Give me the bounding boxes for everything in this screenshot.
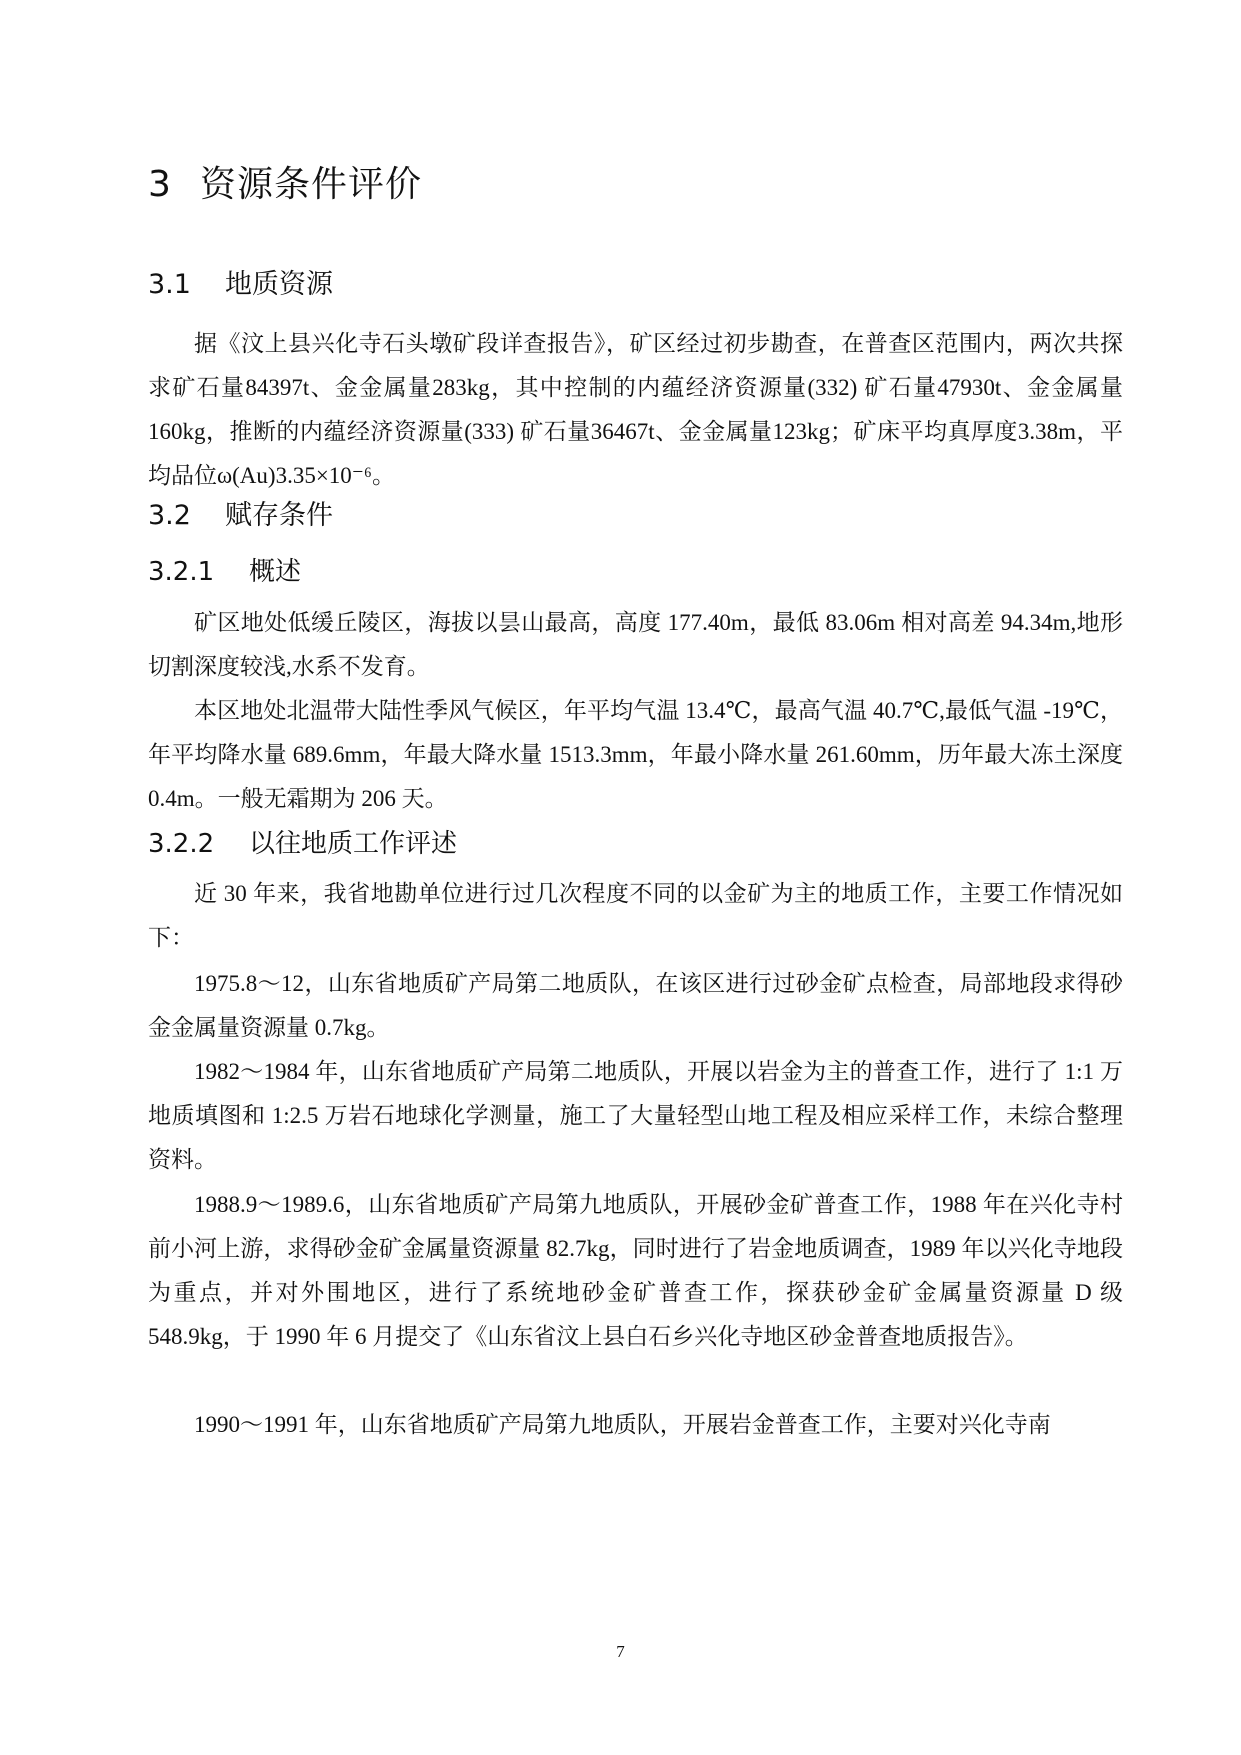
subsection-number: 3.2.2 [148,829,215,859]
paragraph-history-1988: 1988.9～1989.6，山东省地质矿产局第九地质队，开展砂金矿普查工作，1988 年在兴化寺村前小河上游，求得砂金矿金属量资源量 82.7kg，同时进行了岩金地质调查，1989 年以兴化寺地段为重点，并对外围地区，进行了系统地砂金矿普查工作，探获砂金矿金属量资源量 D 级 548.9kg，于 1990 年 6 月提交了《山东省汶上县白石乡兴化寺地区砂金普查地质报告》。 [148,1192,1124,1349]
subsection-heading-3-2-1 [148,551,301,588]
paragraph-resource-summary: 据《汶上县兴化寺石头墩矿段详查报告》，矿区经过初步勘查，在普查区范围内，两次共探求矿石量84397t、金金属量283kg，其中控制的内蕴经济资源量(332) 矿石量47930t、金金属量160kg，推断的内蕴经济资源量(333) 矿石量36467t、金金属量123kg；矿床平均真厚度3.38m，平均品位ω(Au)3.35×10⁻⁶。 [148,331,1123,488]
section-title: 赋存条件 [225,500,333,531]
section-heading-3-1 [148,262,333,301]
paragraph-climate: 本区地处北温带大陆性季风气候区，年平均气温 13.4℃，最高气温 40.7℃,最低气温 -19℃，年平均降水量 689.6mm，年最大降水量 1513.3mm，年最小降水量 261.60mm，历年最大冻土深度 0.4m。一般无霜期为 206 天。 [148,698,1123,811]
section-heading-3-2 [148,493,333,532]
section-number: 3.2 [148,500,191,531]
chapter-number: 3 [148,164,172,205]
chapter-title: 资源条件评价 [200,164,423,205]
section-number: 3.1 [148,269,191,300]
subsection-number: 3.2.1 [148,557,215,587]
subsection-title: 以往地质工作评述 [249,829,458,859]
subsection-heading-3-2-2 [148,823,457,860]
section-title: 地质资源 [225,269,333,300]
chapter-heading [148,156,422,207]
paragraph-history-1982: 1982～1984 年，山东省地质矿产局第二地质队，开展以岩金为主的普查工作，进行了 1:1 万地质填图和 1:2.5 万岩石地球化学测量，施工了大量轻型山地工程及相应采样工作，未综合整理资料。 [148,1059,1123,1172]
paragraph-history-1975: 1975.8～12，山东省地质矿产局第二地质队，在该区进行过砂金矿点检查，局部地段求得砂金金属量资源量 0.7kg。 [148,971,1123,1040]
page-number: 7 [616,1642,625,1661]
paragraph-history-intro: 近 30 年来，我省地勘单位进行过几次程度不同的以金矿为主的地质工作，主要工作情况如下： [148,881,1123,950]
paragraph-terrain: 矿区地处低缓丘陵区，海拔以昙山最高，高度 177.40m，最低 83.06m 相对高差 94.34m,地形切割深度较浅,水系不发育。 [148,610,1123,679]
paragraph-history-1990: 1990～1991 年，山东省地质矿产局第九地质队，开展岩金普查工作，主要对兴化寺南 [194,1412,1051,1437]
subsection-title: 概述 [249,557,302,587]
